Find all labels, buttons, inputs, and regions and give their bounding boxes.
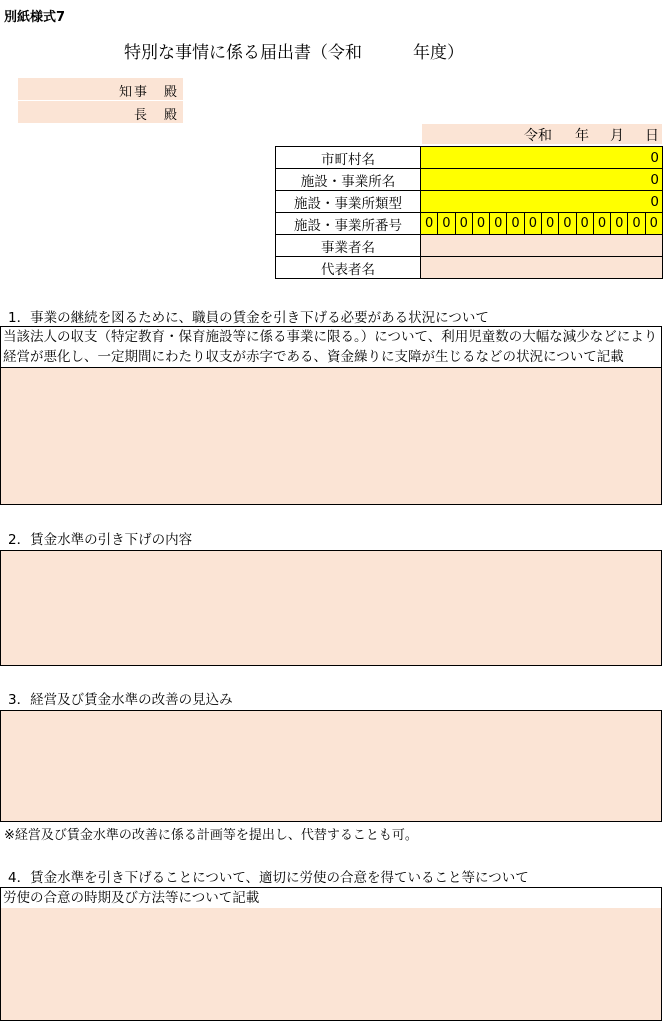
facility-number-digit[interactable]: 0 <box>541 213 558 234</box>
section-4-heading: 4．賃金水準を引き下げることについて、適切に労使の合意を得ていること等について <box>8 870 529 886</box>
page-title: 特別な事情に係る届出書（令和 年度） <box>124 43 464 63</box>
date-era: 令和 <box>524 128 552 144</box>
facility-number-digit[interactable]: 0 <box>437 213 454 234</box>
municipality-value[interactable]: 0 <box>421 147 663 169</box>
table-row <box>276 169 663 191</box>
row-label-representative-name: 代表者名 <box>276 257 421 279</box>
section-2-input-box[interactable] <box>0 550 662 666</box>
facility-number-digit[interactable]: 0 <box>645 213 662 234</box>
form-id: 別紙様式7 <box>4 10 66 25</box>
table-row <box>276 257 663 279</box>
date-month: 月 <box>610 128 624 144</box>
addressee-governor-field[interactable] <box>18 78 183 100</box>
table-row <box>276 191 663 213</box>
row-label-municipality: 市町村名 <box>276 147 421 169</box>
facility-number-digit[interactable]: 0 <box>524 213 541 234</box>
operator-name-value[interactable] <box>421 235 663 257</box>
addressee-mayor-field[interactable] <box>18 101 183 123</box>
facility-number-digit[interactable]: 0 <box>558 213 575 234</box>
addressee-mayor-label: 長 殿 <box>133 108 179 123</box>
representative-name-value[interactable] <box>421 257 663 279</box>
addressee-governor-label: 知事 殿 <box>118 85 179 100</box>
facility-number-digit[interactable]: 0 <box>472 213 489 234</box>
section-1-heading: 1．事業の継続を図るために、職員の賃金を引き下げる必要がある状況について <box>8 310 489 326</box>
facility-info-table <box>275 146 663 279</box>
section-2-heading: 2．賃金水準の引き下げの内容 <box>8 532 193 548</box>
date-day: 日 <box>645 128 659 144</box>
section-4-instruction: 労使の合意の時期及び方法等について記載 <box>1 888 661 908</box>
section-1-instruction: 当該法人の収支（特定教育・保育施設等に係る事業に限る。）について、利用児童数の大幅な減少などにより経営が悪化し、一定期間にわたり収支が赤字である、資金繰りに支障が生じるなどの状況について記載 <box>1 327 661 368</box>
facility-number-digit[interactable]: 0 <box>576 213 593 234</box>
date-field[interactable] <box>422 124 662 144</box>
section-3-heading: 3．経営及び賃金水準の改善の見込み <box>8 692 233 708</box>
table-row <box>276 147 663 169</box>
section-3-note: ※経営及び賃金水準の改善に係る計画等を提出し、代替することも可。 <box>4 828 418 843</box>
facility-number-digit[interactable]: 0 <box>489 213 506 234</box>
row-label-operator-name: 事業者名 <box>276 235 421 257</box>
section-3-input-box[interactable] <box>0 710 662 822</box>
facility-type-value[interactable]: 0 <box>421 191 663 213</box>
facility-number-digit[interactable]: 0 <box>506 213 523 234</box>
facility-number-digit[interactable]: 0 <box>610 213 627 234</box>
row-label-facility-name: 施設・事業所名 <box>276 169 421 191</box>
facility-number-digit[interactable]: 0 <box>627 213 644 234</box>
row-label-facility-type: 施設・事業所類型 <box>276 191 421 213</box>
table-row <box>276 235 663 257</box>
section-4-input-box[interactable] <box>0 887 662 1021</box>
facility-name-value[interactable]: 0 <box>421 169 663 191</box>
row-label-facility-number: 施設・事業所番号 <box>276 213 421 235</box>
facility-number-value[interactable] <box>421 213 663 235</box>
facility-number-digit[interactable]: 0 <box>425 216 434 231</box>
date-year: 年 <box>575 128 589 144</box>
facility-number-digit[interactable]: 0 <box>455 213 472 234</box>
facility-number-digit[interactable]: 0 <box>593 213 610 234</box>
table-row <box>276 213 663 235</box>
section-1-input-box[interactable] <box>0 326 662 505</box>
